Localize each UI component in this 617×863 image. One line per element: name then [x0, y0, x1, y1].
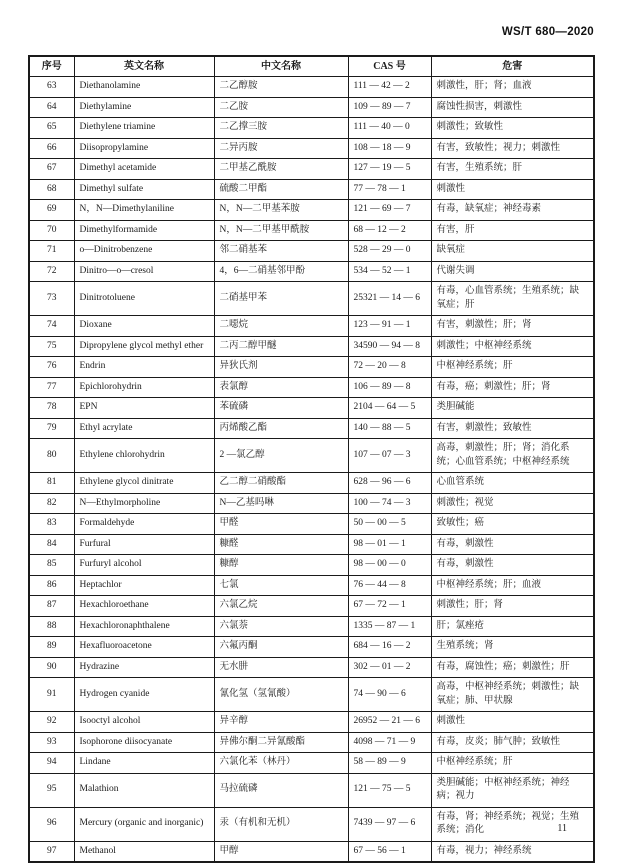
cell-chinese-name: 六氯萘 [214, 616, 348, 637]
cell-cas-number: 98 — 01 — 1 [348, 534, 431, 555]
table-row [29, 773, 594, 807]
cell-english-name: Formaldehyde [74, 514, 214, 535]
cell-chinese-name: N，N—二甲基苯胺 [214, 200, 348, 221]
table-row [29, 732, 594, 753]
cell-english-name: Hydrazine [74, 657, 214, 678]
cell-hazard: 有毒，心血管系统；生殖系统；缺氧症；肝 [431, 282, 594, 316]
cell-cas-number: 109 — 89 — 7 [348, 97, 431, 118]
cell-serial-no: 88 [29, 616, 74, 637]
cell-serial-no: 85 [29, 555, 74, 576]
cell-chinese-name: 六氟丙酮 [214, 637, 348, 658]
cell-chinese-name: 二硝基甲苯 [214, 282, 348, 316]
cell-serial-no: 90 [29, 657, 74, 678]
cell-chinese-name: 二噁烷 [214, 316, 348, 337]
cell-english-name: Ethyl acrylate [74, 418, 214, 439]
cell-cas-number: 58 — 89 — 9 [348, 753, 431, 774]
cell-english-name: N—Ethylmorpholine [74, 493, 214, 514]
cell-serial-no: 73 [29, 282, 74, 316]
cell-english-name: Furfural [74, 534, 214, 555]
cell-english-name: Furfuryl alcohol [74, 555, 214, 576]
cell-cas-number: 107 — 07 — 3 [348, 439, 431, 473]
cell-chinese-name: 二异丙胺 [214, 138, 348, 159]
cell-serial-no: 86 [29, 575, 74, 596]
table-row [29, 336, 594, 357]
cell-english-name: Isooctyl alcohol [74, 712, 214, 733]
cell-hazard: 有害，肝 [431, 220, 594, 241]
cell-hazard: 刺激性，肝；肾；血液 [431, 77, 594, 98]
cell-english-name: Diethylamine [74, 97, 214, 118]
cell-cas-number: 67 — 56 — 1 [348, 841, 431, 862]
cell-chinese-name: 邻二硝基苯 [214, 241, 348, 262]
col-header-hazard: 危害 [431, 56, 594, 77]
cell-serial-no: 96 [29, 807, 74, 841]
table-row [29, 439, 594, 473]
table-row [29, 282, 594, 316]
cell-cas-number: 2104 — 64 — 5 [348, 398, 431, 419]
cell-english-name: Diethanolamine [74, 77, 214, 98]
table-row [29, 534, 594, 555]
cell-serial-no: 63 [29, 77, 74, 98]
cell-chinese-name: 乙二醇二硝酸酯 [214, 473, 348, 494]
cell-cas-number: 684 — 16 — 2 [348, 637, 431, 658]
cell-chinese-name: 糠醛 [214, 534, 348, 555]
cell-cas-number: 121 — 69 — 7 [348, 200, 431, 221]
cell-chinese-name: 丙烯酸乙酯 [214, 418, 348, 439]
cell-chinese-name: 二乙胺 [214, 97, 348, 118]
cell-english-name: Isophorone diisocyanate [74, 732, 214, 753]
cell-serial-no: 67 [29, 159, 74, 180]
cell-chinese-name: N，N—二甲基甲酰胺 [214, 220, 348, 241]
cell-english-name: Hydrogen cyanide [74, 678, 214, 712]
cell-english-name: Epichlorohydrin [74, 377, 214, 398]
table-row [29, 473, 594, 494]
cell-chinese-name: 表氯醇 [214, 377, 348, 398]
cell-hazard: 有害，致敏性；视力；刺激性 [431, 138, 594, 159]
cell-cas-number: 67 — 72 — 1 [348, 596, 431, 617]
cell-hazard: 刺激性 [431, 712, 594, 733]
cell-chinese-name: 甲醇 [214, 841, 348, 862]
cell-serial-no: 94 [29, 753, 74, 774]
cell-serial-no: 70 [29, 220, 74, 241]
cell-english-name: Dimethylformamide [74, 220, 214, 241]
cell-cas-number: 4098 — 71 — 9 [348, 732, 431, 753]
cell-hazard: 有毒，皮炎；肺气肿；致敏性 [431, 732, 594, 753]
cell-hazard: 高毒，中枢神经系统；刺激性；缺氧症；肺、甲状腺 [431, 678, 594, 712]
cell-serial-no: 71 [29, 241, 74, 262]
table-row [29, 97, 594, 118]
cell-serial-no: 79 [29, 418, 74, 439]
cell-serial-no: 92 [29, 712, 74, 733]
table-row [29, 138, 594, 159]
cell-serial-no: 68 [29, 179, 74, 200]
cell-serial-no: 95 [29, 773, 74, 807]
cell-chinese-name: 六氯乙烷 [214, 596, 348, 617]
cell-serial-no: 93 [29, 732, 74, 753]
cell-hazard: 刺激性 [431, 179, 594, 200]
cell-english-name: Mercury (organic and inorganic) [74, 807, 214, 841]
cell-serial-no: 75 [29, 336, 74, 357]
cell-chinese-name: 二乙撑三胺 [214, 118, 348, 139]
cell-hazard: 有害，生殖系统；肝 [431, 159, 594, 180]
cell-chinese-name: 无水肼 [214, 657, 348, 678]
table-row [29, 712, 594, 733]
cell-hazard: 有毒，肾；神经系统；视觉；生殖系统；消化 [431, 807, 594, 841]
table-row [29, 493, 594, 514]
cell-english-name: Malathion [74, 773, 214, 807]
cell-serial-no: 69 [29, 200, 74, 221]
table-row [29, 118, 594, 139]
cell-english-name: Heptachlor [74, 575, 214, 596]
cell-serial-no: 74 [29, 316, 74, 337]
cell-hazard: 类胆碱能 [431, 398, 594, 419]
cell-cas-number: 34590 — 94 — 8 [348, 336, 431, 357]
cell-cas-number: 68 — 12 — 2 [348, 220, 431, 241]
cell-english-name: Dimethyl acetamide [74, 159, 214, 180]
cell-english-name: Methanol [74, 841, 214, 862]
cell-chinese-name: 甲醛 [214, 514, 348, 535]
table-row [29, 575, 594, 596]
cell-serial-no: 87 [29, 596, 74, 617]
cell-chinese-name: 二乙醇胺 [214, 77, 348, 98]
cell-cas-number: 106 — 89 — 8 [348, 377, 431, 398]
cell-hazard: 致敏性；癌 [431, 514, 594, 535]
hazard-substance-table [28, 55, 595, 863]
cell-hazard: 有害，刺激性；致敏性 [431, 418, 594, 439]
cell-chinese-name: 硫酸二甲酯 [214, 179, 348, 200]
table-row [29, 678, 594, 712]
cell-serial-no: 83 [29, 514, 74, 535]
cell-cas-number: 121 — 75 — 5 [348, 773, 431, 807]
table-row [29, 418, 594, 439]
cell-english-name: Dinitrotoluene [74, 282, 214, 316]
table-row [29, 841, 594, 862]
cell-chinese-name: 异辛醇 [214, 712, 348, 733]
cell-hazard: 有毒，刺激性 [431, 555, 594, 576]
cell-cas-number: 72 — 20 — 8 [348, 357, 431, 378]
cell-chinese-name: N—乙基吗啉 [214, 493, 348, 514]
cell-english-name: Diethylene triamine [74, 118, 214, 139]
cell-english-name: Lindane [74, 753, 214, 774]
cell-cas-number: 534 — 52 — 1 [348, 261, 431, 282]
table-row [29, 179, 594, 200]
cell-chinese-name: 六氯化苯（林丹） [214, 753, 348, 774]
cell-cas-number: 628 — 96 — 6 [348, 473, 431, 494]
cell-english-name: Diisopropylamine [74, 138, 214, 159]
cell-cas-number: 111 — 42 — 2 [348, 77, 431, 98]
table-body [29, 77, 594, 863]
col-header-serial-no: 序号 [29, 56, 74, 77]
cell-cas-number: 100 — 74 — 3 [348, 493, 431, 514]
cell-cas-number: 98 — 00 — 0 [348, 555, 431, 576]
cell-serial-no: 65 [29, 118, 74, 139]
standard-number: WS/T 680—2020 [501, 26, 594, 38]
page-number: 11 [557, 823, 567, 834]
table-row [29, 514, 594, 535]
cell-english-name: Dipropylene glycol methyl ether [74, 336, 214, 357]
table-row [29, 377, 594, 398]
table-row [29, 316, 594, 337]
cell-english-name: Dioxane [74, 316, 214, 337]
cell-chinese-name: 异佛尔酮二异氰酸酯 [214, 732, 348, 753]
cell-cas-number: 1335 — 87 — 1 [348, 616, 431, 637]
cell-chinese-name: 七氯 [214, 575, 348, 596]
cell-cas-number: 108 — 18 — 9 [348, 138, 431, 159]
cell-english-name: Dinitro—o—cresol [74, 261, 214, 282]
cell-chinese-name: 马拉硫磷 [214, 773, 348, 807]
cell-chinese-name: 苯硫磷 [214, 398, 348, 419]
table-row [29, 220, 594, 241]
cell-cas-number: 528 — 29 — 0 [348, 241, 431, 262]
cell-hazard: 类胆碱能；中枢神经系统；神经病；视力 [431, 773, 594, 807]
cell-hazard: 刺激性；致敏性 [431, 118, 594, 139]
cell-serial-no: 77 [29, 377, 74, 398]
cell-hazard: 刺激性；视觉 [431, 493, 594, 514]
cell-hazard: 刺激性；中枢神经系统 [431, 336, 594, 357]
cell-serial-no: 97 [29, 841, 74, 862]
cell-cas-number: 140 — 88 — 5 [348, 418, 431, 439]
cell-serial-no: 64 [29, 97, 74, 118]
cell-hazard: 有毒，视力；神经系统 [431, 841, 594, 862]
cell-serial-no: 76 [29, 357, 74, 378]
table-row [29, 77, 594, 98]
cell-serial-no: 81 [29, 473, 74, 494]
cell-english-name: Ethylene glycol dinitrate [74, 473, 214, 494]
cell-serial-no: 66 [29, 138, 74, 159]
cell-cas-number: 25321 — 14 — 6 [348, 282, 431, 316]
cell-hazard: 有毒，缺氧症；神经毒素 [431, 200, 594, 221]
cell-english-name: EPN [74, 398, 214, 419]
col-header-english-name: 英文名称 [74, 56, 214, 77]
table-row [29, 200, 594, 221]
cell-hazard: 生殖系统；肾 [431, 637, 594, 658]
cell-chinese-name: 汞（有机和无机） [214, 807, 348, 841]
cell-cas-number: 50 — 00 — 5 [348, 514, 431, 535]
cell-hazard: 有害，刺激性；肝；肾 [431, 316, 594, 337]
table-row [29, 807, 594, 841]
cell-cas-number: 127 — 19 — 5 [348, 159, 431, 180]
cell-chinese-name: 二丙二醇甲醚 [214, 336, 348, 357]
cell-hazard: 中枢神经系统；肝 [431, 753, 594, 774]
cell-serial-no: 89 [29, 637, 74, 658]
cell-cas-number: 74 — 90 — 6 [348, 678, 431, 712]
table-row [29, 637, 594, 658]
cell-chinese-name: 糠醇 [214, 555, 348, 576]
cell-hazard: 肝；氯痤疮 [431, 616, 594, 637]
cell-hazard: 有毒，癌；刺激性；肝；肾 [431, 377, 594, 398]
cell-chinese-name: 氰化氢（氢氰酸） [214, 678, 348, 712]
table-row [29, 261, 594, 282]
col-header-cas-number: CAS 号 [348, 56, 431, 77]
cell-chinese-name: 4，6—二硝基邻甲酚 [214, 261, 348, 282]
cell-cas-number: 26952 — 21 — 6 [348, 712, 431, 733]
cell-english-name: Hexafluoroacetone [74, 637, 214, 658]
cell-cas-number: 7439 — 97 — 6 [348, 807, 431, 841]
cell-english-name: N，N—Dimethylaniline [74, 200, 214, 221]
cell-serial-no: 78 [29, 398, 74, 419]
cell-hazard: 心血管系统 [431, 473, 594, 494]
table-row [29, 596, 594, 617]
cell-serial-no: 91 [29, 678, 74, 712]
cell-english-name: Ethylene chlorohydrin [74, 439, 214, 473]
cell-serial-no: 72 [29, 261, 74, 282]
cell-serial-no: 80 [29, 439, 74, 473]
table-row [29, 398, 594, 419]
col-header-chinese-name: 中文名称 [214, 56, 348, 77]
cell-cas-number: 111 — 40 — 0 [348, 118, 431, 139]
table-row [29, 241, 594, 262]
table-row [29, 555, 594, 576]
cell-english-name: o—Dinitrobenzene [74, 241, 214, 262]
table-header-row [29, 56, 594, 77]
cell-hazard: 腐蚀性损害，刺激性 [431, 97, 594, 118]
cell-english-name: Hexachloronaphthalene [74, 616, 214, 637]
cell-english-name: Endrin [74, 357, 214, 378]
cell-hazard: 缺氧症 [431, 241, 594, 262]
cell-chinese-name: 异狄氏剂 [214, 357, 348, 378]
table-row [29, 616, 594, 637]
cell-serial-no: 84 [29, 534, 74, 555]
table-row [29, 357, 594, 378]
cell-hazard: 有毒，刺激性 [431, 534, 594, 555]
cell-cas-number: 76 — 44 — 8 [348, 575, 431, 596]
cell-hazard: 高毒，刺激性；肝；肾；消化系统；心血管系统；中枢神经系统 [431, 439, 594, 473]
cell-hazard: 中枢神经系统；肝；血液 [431, 575, 594, 596]
cell-cas-number: 123 — 91 — 1 [348, 316, 431, 337]
table-row [29, 159, 594, 180]
cell-serial-no: 82 [29, 493, 74, 514]
cell-hazard: 代谢失调 [431, 261, 594, 282]
cell-cas-number: 77 — 78 — 1 [348, 179, 431, 200]
cell-english-name: Dimethyl sulfate [74, 179, 214, 200]
table-row [29, 657, 594, 678]
cell-hazard: 有毒，腐蚀性；癌；刺激性；肝 [431, 657, 594, 678]
cell-hazard: 中枢神经系统；肝 [431, 357, 594, 378]
cell-hazard: 刺激性；肝；肾 [431, 596, 594, 617]
cell-cas-number: 302 — 01 — 2 [348, 657, 431, 678]
cell-chinese-name: 2 —氯乙醇 [214, 439, 348, 473]
cell-english-name: Hexachloroethane [74, 596, 214, 617]
cell-chinese-name: 二甲基乙酰胺 [214, 159, 348, 180]
table-row [29, 753, 594, 774]
